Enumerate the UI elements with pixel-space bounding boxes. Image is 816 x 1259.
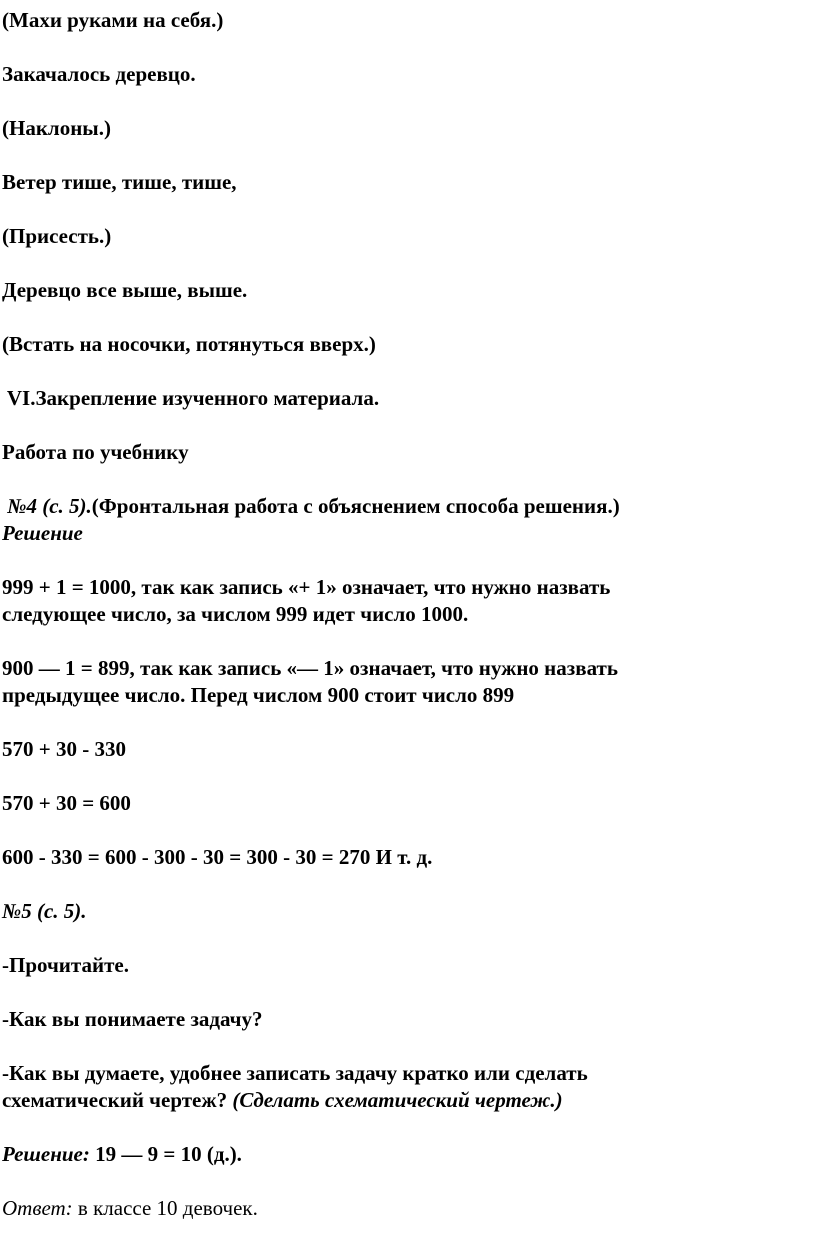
- text-line: -Прочитайте.: [2, 953, 129, 977]
- text-line: Ветер тише, тише, тише,: [2, 170, 237, 194]
- text-line: Закачалось деревцо.: [2, 62, 196, 86]
- text-line: (Присесть.): [2, 224, 112, 248]
- task-line: [2, 493, 620, 520]
- text-line: Деревцо все выше, выше.: [2, 278, 248, 302]
- text-line: предыдущее число. Перед числом 900 стоит число 899: [2, 683, 515, 707]
- text-line: Работа по учебнику: [2, 440, 189, 464]
- text-line: (Махи руками на себя.): [2, 8, 224, 32]
- task-number: №4 (с. 5).: [2, 494, 92, 518]
- text-line: 570 + 30 = 600: [2, 791, 131, 815]
- text-line: 900 — 1 = 899, так как запись «— 1» означает, что нужно назвать: [2, 656, 618, 680]
- solution-line: [2, 1141, 242, 1168]
- task-description: (Фронтальная работа с объяснением способа решения.): [91, 494, 620, 518]
- task-number: №5 (с. 5).: [2, 899, 87, 923]
- section-heading: VI.Закрепление изученного материала.: [2, 386, 380, 410]
- solution-label: Решение: [2, 521, 83, 545]
- text-line: 999 + 1 = 1000, так как запись «+ 1» означает, что нужно назвать: [2, 575, 611, 599]
- text-line: 570 + 30 - 330: [2, 737, 126, 761]
- text-line: -Как вы думаете, удобнее записать задачу кратко или сделать: [2, 1061, 588, 1085]
- answer-value: в классе 10 девочек.: [72, 1196, 258, 1220]
- answer-line: [2, 1195, 258, 1222]
- solution-value: 19 — 9 = 10 (д.).: [89, 1142, 242, 1166]
- text-line: [2, 1087, 563, 1114]
- text-line: (Встать на носочки, потянуться вверх.): [2, 332, 376, 356]
- text-line: -Как вы понимаете задачу?: [2, 1007, 263, 1031]
- text-line: (Наклоны.): [2, 116, 111, 140]
- text-segment: схематический чертеж?: [2, 1088, 233, 1112]
- answer-label: Ответ:: [2, 1196, 73, 1220]
- text-segment-italic: (Сделать схематический чертеж.): [232, 1088, 563, 1112]
- text-line: 600 - 330 = 600 - 300 - 30 = 300 - 30 = 270 И т. д.: [2, 845, 433, 869]
- text-line: следующее число, за числом 999 идет число 1000.: [2, 602, 469, 626]
- solution-label: Решение:: [2, 1142, 90, 1166]
